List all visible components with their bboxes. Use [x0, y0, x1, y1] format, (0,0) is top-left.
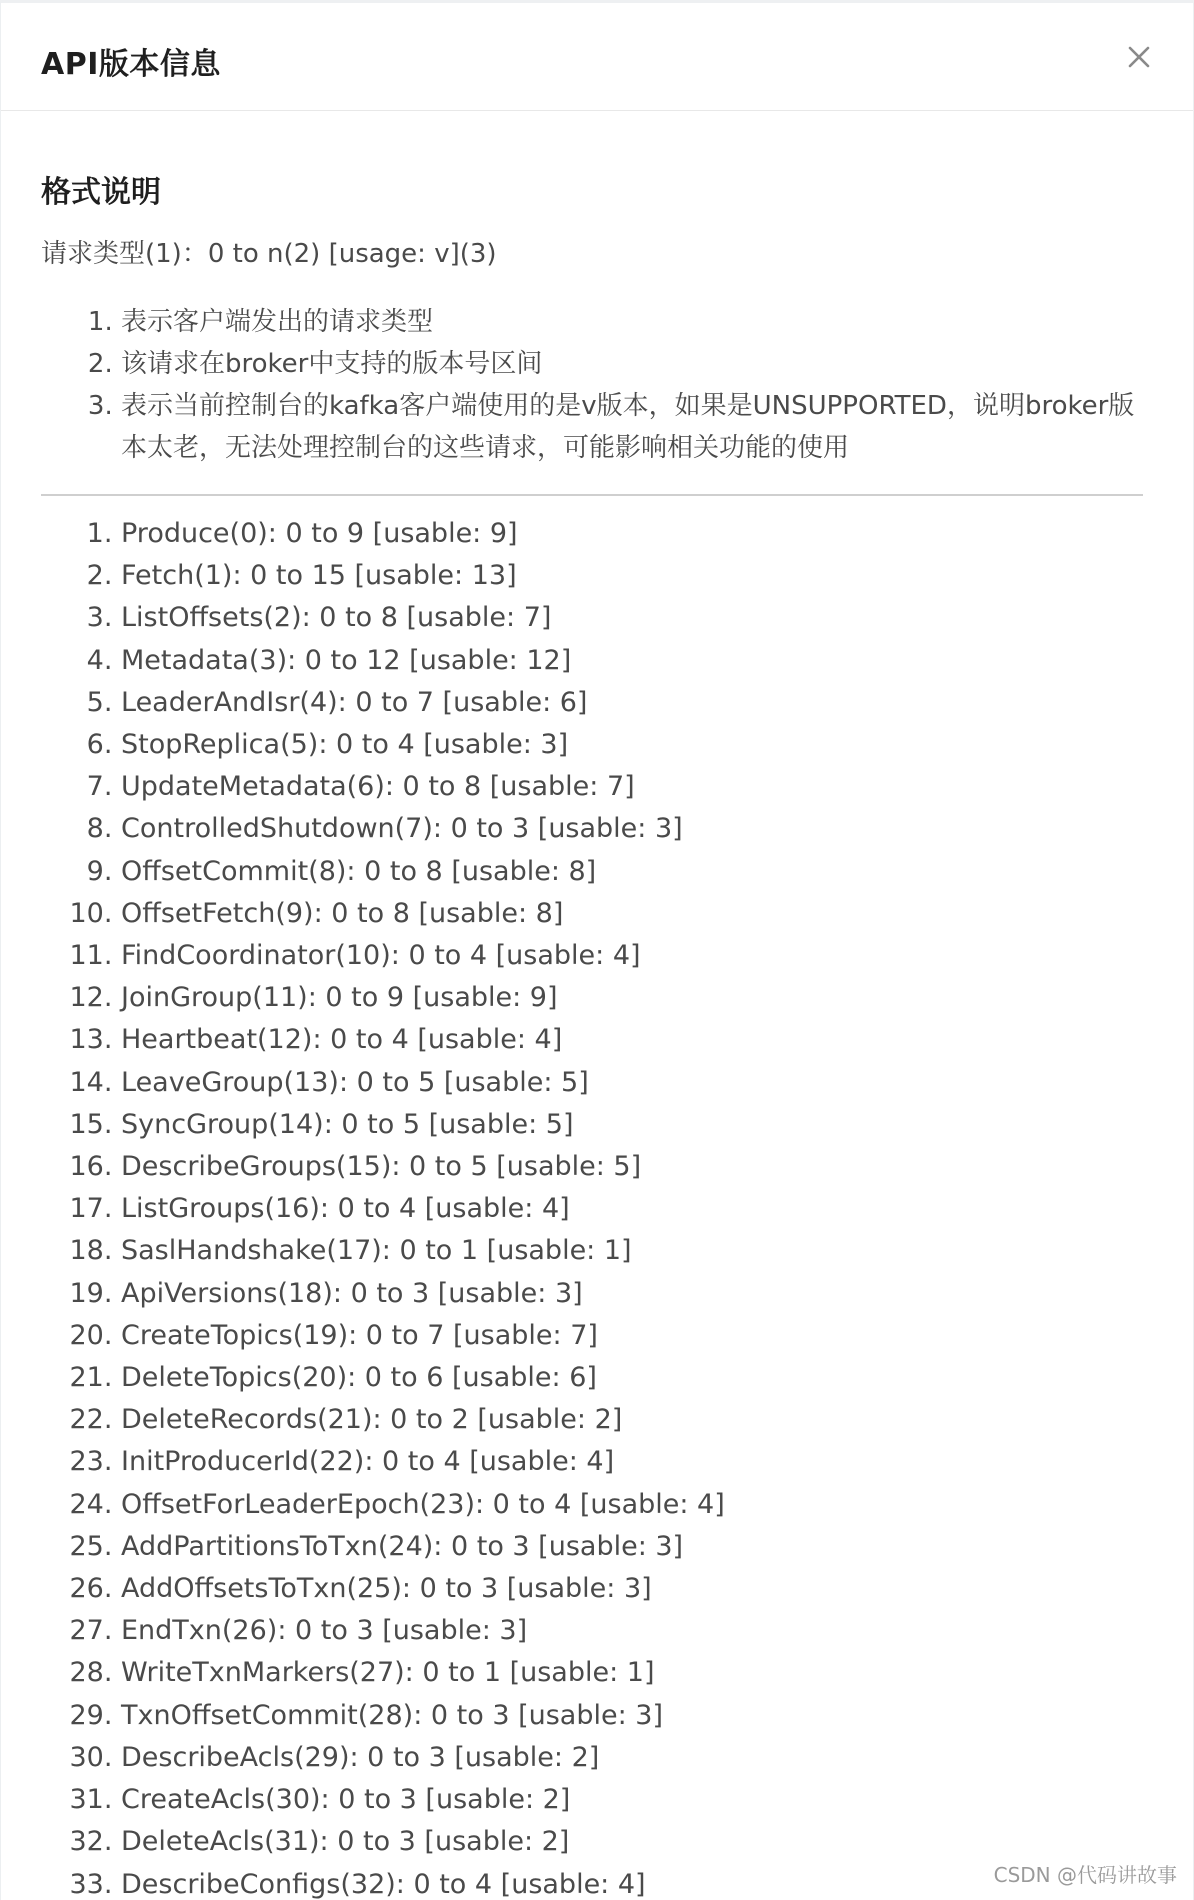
api-version-item: 20. CreateTopics(19): 0 to 7 [usable: 7] — [121, 1315, 1145, 1357]
api-version-item: 16. DescribeGroups(15): 0 to 5 [usable: 5] — [121, 1146, 1145, 1188]
api-version-item: 19. ApiVersions(18): 0 to 3 [usable: 3] — [121, 1273, 1145, 1315]
api-version-item: 26. AddOffsetsToTxn(25): 0 to 3 [usable: 3] — [121, 1568, 1145, 1610]
modal-title: API版本信息 — [41, 47, 221, 82]
api-version-item: 33. DescribeConfigs(32): 0 to 4 [usable: 4] — [121, 1864, 1145, 1900]
format-note-item: 3. 表示当前控制台的kafka客户端使用的是v版本，如果是UNSUPPORTED，说明broker版本太老，无法处理控制台的这些请求，可能影响相关功能的使用 — [121, 385, 1145, 469]
api-version-item: 5. LeaderAndIsr(4): 0 to 7 [usable: 6] — [121, 682, 1145, 724]
api-version-item: 12. JoinGroup(11): 0 to 9 [usable: 9] — [121, 977, 1145, 1019]
api-version-item: 29. TxnOffsetCommit(28): 0 to 3 [usable: 3] — [121, 1695, 1145, 1737]
api-version-item: 22. DeleteRecords(21): 0 to 2 [usable: 2] — [121, 1399, 1145, 1441]
close-button[interactable] — [1119, 37, 1159, 77]
api-version-item: 6. StopReplica(5): 0 to 4 [usable: 3] — [121, 724, 1145, 766]
api-version-item: 9. OffsetCommit(8): 0 to 8 [usable: 8] — [121, 851, 1145, 893]
api-version-item: 10. OffsetFetch(9): 0 to 8 [usable: 8] — [121, 893, 1145, 935]
api-version-item: 24. OffsetForLeaderEpoch(23): 0 to 4 [usable: 4] — [121, 1484, 1145, 1526]
format-heading: 格式说明 — [41, 175, 161, 210]
api-version-item: 31. CreateAcls(30): 0 to 3 [usable: 2] — [121, 1779, 1145, 1821]
api-version-item: 18. SaslHandshake(17): 0 to 1 [usable: 1] — [121, 1230, 1145, 1272]
api-version-item: 25. AddPartitionsToTxn(24): 0 to 3 [usable: 3] — [121, 1526, 1145, 1568]
api-version-item: 11. FindCoordinator(10): 0 to 4 [usable: 4] — [121, 935, 1145, 977]
api-version-item: 30. DescribeAcls(29): 0 to 3 [usable: 2] — [121, 1737, 1145, 1779]
api-version-item: 7. UpdateMetadata(6): 0 to 8 [usable: 7] — [121, 766, 1145, 808]
api-version-item: 17. ListGroups(16): 0 to 4 [usable: 4] — [121, 1188, 1145, 1230]
format-line: 请求类型(1)：0 to n(2) [usage: v](3) — [41, 239, 497, 269]
format-notes-list — [41, 301, 1145, 469]
api-version-item: 28. WriteTxnMarkers(27): 0 to 1 [usable: 1] — [121, 1652, 1145, 1694]
api-version-item: 32. DeleteAcls(31): 0 to 3 [usable: 2] — [121, 1821, 1145, 1863]
modal-header — [1, 3, 1193, 111]
api-version-item: 4. Metadata(3): 0 to 12 [usable: 12] — [121, 640, 1145, 682]
format-note-item: 1. 表示客户端发出的请求类型 — [121, 301, 1145, 343]
api-version-item: 23. InitProducerId(22): 0 to 4 [usable: 4] — [121, 1441, 1145, 1483]
watermark: CSDN @代码讲故事 — [993, 1863, 1177, 1887]
divider — [41, 494, 1143, 496]
close-icon — [1119, 37, 1159, 77]
api-version-item: 14. LeaveGroup(13): 0 to 5 [usable: 5] — [121, 1062, 1145, 1104]
api-version-item: 13. Heartbeat(12): 0 to 4 [usable: 4] — [121, 1019, 1145, 1061]
api-version-item: 1. Produce(0): 0 to 9 [usable: 9] — [121, 513, 1145, 555]
api-version-list — [41, 513, 1145, 1900]
api-version-item: 2. Fetch(1): 0 to 15 [usable: 13] — [121, 555, 1145, 597]
format-note-item: 2. 该请求在broker中支持的版本号区间 — [121, 343, 1145, 385]
api-version-item: 3. ListOffsets(2): 0 to 8 [usable: 7] — [121, 597, 1145, 639]
api-version-item: 21. DeleteTopics(20): 0 to 6 [usable: 6] — [121, 1357, 1145, 1399]
api-version-item: 15. SyncGroup(14): 0 to 5 [usable: 5] — [121, 1104, 1145, 1146]
api-version-item: 27. EndTxn(26): 0 to 3 [usable: 3] — [121, 1610, 1145, 1652]
api-version-item: 8. ControlledShutdown(7): 0 to 3 [usable: 3] — [121, 808, 1145, 850]
